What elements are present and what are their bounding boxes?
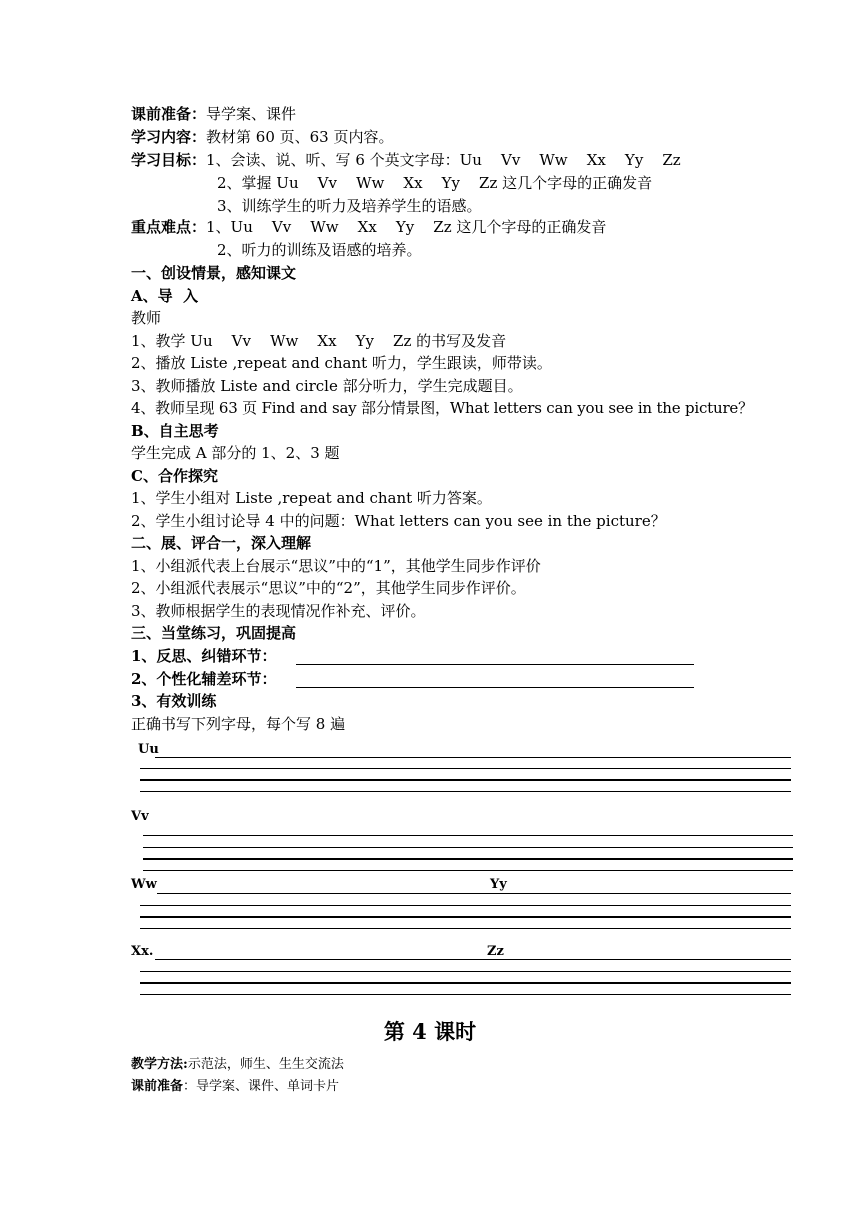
- key-point-item: 1、Uu Vv Ww Xx Yy Zz 这几个字母的正确发音: [206, 218, 607, 236]
- content-label: 学习内容：: [131, 128, 207, 146]
- list-item: 1、教学 Uu Vv Ww Xx Yy Zz 的书写及发音: [131, 332, 507, 350]
- answer-line: [296, 687, 694, 688]
- writing-line: [140, 971, 791, 972]
- list-item: 3、教师根据学生的表现情况作补充、评价。: [131, 602, 426, 620]
- section3-item1: 1、反思、纠错环节：: [131, 647, 277, 665]
- section3-title: 三、当堂练习，巩固提高: [131, 624, 297, 642]
- writing-line: [140, 928, 791, 929]
- lesson4-prep-text: ：导学案、课件、单词卡片: [183, 1079, 340, 1094]
- answer-line: [296, 664, 694, 665]
- lesson4-heading: 第 4 课时: [383, 1019, 477, 1044]
- list-item: 2、小组派代表展示“思议”中的“2”，其他学生同步作评价。: [131, 579, 526, 597]
- list-item: 4、教师呈现 63 页 Find and say 部分情景图，What letters can you see in the picture？: [131, 399, 753, 417]
- section1-c-title: C、合作探究: [131, 467, 218, 485]
- writing-line: [157, 893, 791, 894]
- content-text: 教材第 60 页、63 页内容。: [206, 128, 394, 146]
- writing-label-yy: Yy: [490, 877, 507, 892]
- goal-item: 2、掌握 Uu Vv Ww Xx Yy Zz 这几个字母的正确发音: [217, 174, 653, 192]
- writing-line: [143, 835, 793, 836]
- list-item: 1、小组派代表上台展示“思议”中的“1”，其他学生同步作评价: [131, 557, 541, 575]
- writing-line: [143, 847, 793, 848]
- lesson4-method-label: 教学方法:: [131, 1057, 188, 1072]
- goal-item: 1、会读、说、听、写 6 个英文字母：Uu Vv Ww Xx Yy Zz: [206, 151, 681, 169]
- writing-line: [140, 768, 791, 769]
- writing-line: [143, 870, 793, 871]
- section3-item3: 3、有效训练: [131, 692, 217, 710]
- key-points-label: 重点难点：: [131, 218, 207, 236]
- key-point-item: 2、听力的训练及语感的培养。: [217, 241, 422, 259]
- writing-line: [155, 757, 791, 758]
- section3-instruction: 正确书写下列字母，每个写 8 遍: [131, 715, 346, 733]
- section2-title: 二、展、评合一，深入理解: [131, 534, 312, 552]
- writing-line: [140, 916, 791, 918]
- goals-label: 学习目标：: [131, 151, 207, 169]
- lesson4-prep-label: 课前准备: [131, 1079, 184, 1094]
- content-line: [131, 126, 394, 148]
- section1-b-title: B、自主思考: [131, 422, 219, 440]
- writing-label-uu: Uu: [138, 742, 159, 757]
- goals-line: [131, 149, 681, 171]
- lesson4-method-text: 示范法，师生、生生交流法: [187, 1057, 344, 1072]
- list-item: 1、学生小组对 Liste ,repeat and chant 听力答案。: [131, 489, 492, 507]
- writing-line: [140, 982, 791, 984]
- prep-label: 课前准备：: [131, 105, 207, 123]
- prep-line: [131, 103, 296, 125]
- writing-label-vv: Vv: [131, 809, 149, 824]
- writing-label-xx: Xx.: [131, 944, 154, 959]
- section3-item2: 2、个性化辅差环节：: [131, 670, 277, 688]
- goal-item: 3、训练学生的听力及培养学生的语感。: [217, 197, 482, 215]
- list-item: 2、学生小组讨论导 4 中的问题：What letters can you see in the picture？: [131, 512, 666, 530]
- section1-a-title: A、导 入: [131, 287, 199, 305]
- list-item: 3、教师播放 Liste and circle 部分听力，学生完成题目。: [131, 377, 523, 395]
- key-points-line: [131, 216, 606, 238]
- section1-b-text: 学生完成 A 部分的 1、2、3 题: [131, 444, 340, 462]
- lesson4-method: [131, 1054, 344, 1076]
- writing-line: [140, 905, 791, 906]
- writing-line: [143, 858, 793, 860]
- lesson4-prep: [131, 1076, 339, 1098]
- list-item: 2、播放 Liste ,repeat and chant 听力，学生跟读，师带读。: [131, 354, 552, 372]
- section1-title: 一、创设情景，感知课文: [131, 264, 297, 282]
- section1-a-role: 教师: [131, 309, 162, 327]
- writing-label-zz: Zz: [487, 944, 504, 959]
- prep-text: 导学案、课件: [206, 105, 297, 123]
- writing-line: [140, 791, 791, 792]
- writing-line: [155, 959, 791, 960]
- writing-label-ww: Ww: [131, 877, 157, 892]
- writing-line: [140, 779, 791, 781]
- writing-line: [140, 994, 791, 995]
